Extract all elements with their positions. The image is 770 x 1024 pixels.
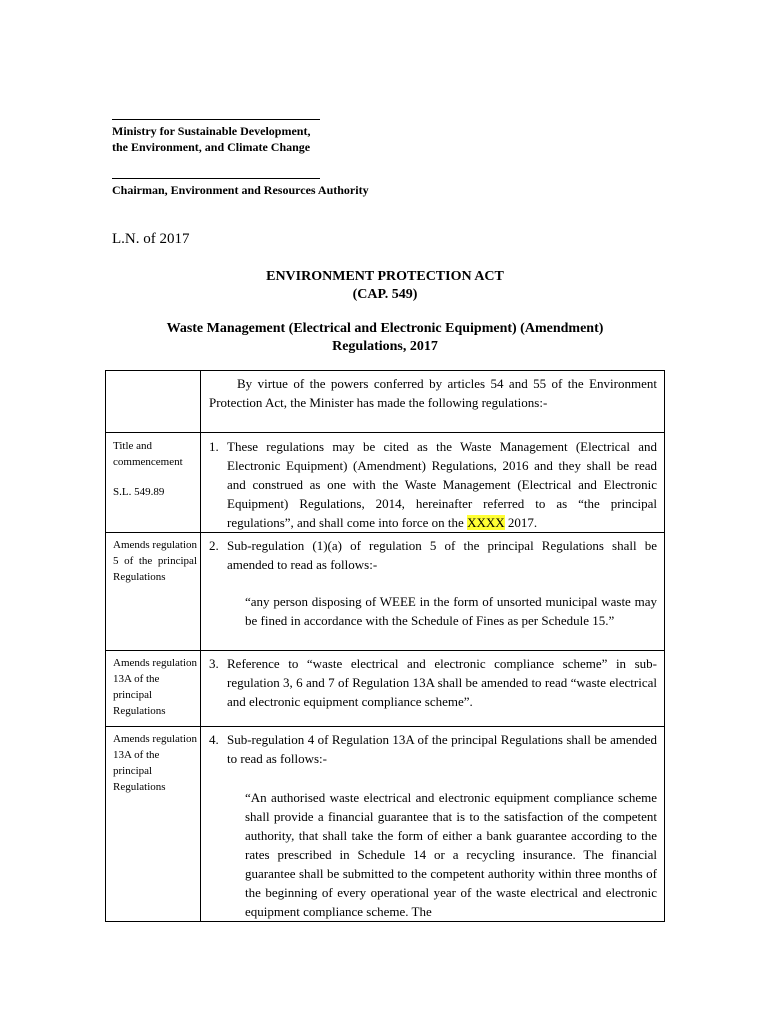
highlighted-placeholder: XXXX (467, 515, 505, 530)
table-row (106, 433, 665, 533)
regulation-text: These regulations may be cited as the Waste Management (Electrical and Electronic Equipment) (Amendment) Regulations, 2016 and they shall be read and construed as one with the Waste Management (Electrical and Electronic Equipment) Regulations, 2014, hereinafter referred to as “the principal regulations”, and shall come into force on the XXXX 2017. (227, 439, 657, 530)
quoted-amendment: “An authorised waste electrical and electronic equipment compliance scheme shall provide a financial guarantee that is to the satisfaction of the competent authority, that shall take the form of either a bank guarantee according to the rates prescribed in Schedule 14 or a recycling insurance. The financial guarantee shall be submitted to the competent authority within three months of the beginning of every operational year of the waste electrical and electronic equipment compliance scheme. The (245, 790, 657, 919)
regulations-title (0, 320, 770, 356)
marginal-note-text: Amends regulation 13A of the principal Regulations (113, 733, 198, 793)
marginal-note (106, 727, 201, 922)
regulations-table (105, 370, 665, 922)
act-name: ENVIRONMENT PROTECTION ACT (266, 269, 504, 284)
marginal-note-text: Amends regulation 13A of the principal Regulations (113, 657, 198, 717)
signature-title-line1: Ministry for Sustainable Development, (112, 124, 311, 138)
marginal-note (106, 433, 201, 533)
regulations-title-line2: Regulations, 2017 (332, 339, 438, 354)
signature-line (112, 119, 320, 120)
marginal-note-reference: S.L. 549.89 (113, 486, 165, 498)
table-row-intro (106, 371, 665, 433)
intro-text: By virtue of the powers conferred by articles 54 and 55 of the Environment Protection Act, the Minister has made the following regulations:- (209, 376, 657, 410)
act-heading (0, 268, 770, 304)
regulation-number: 2. (209, 538, 219, 553)
regulation-cell (201, 433, 665, 533)
table-row (106, 727, 665, 922)
legal-notice-number: L.N. of 2017 (112, 231, 190, 247)
marginal-note-text: Title and commencement (113, 440, 183, 468)
regulation-cell (201, 727, 665, 922)
regulation-number: 4. (209, 732, 219, 747)
signature-title-line1: Chairman, Environment and Resources Authority (112, 183, 369, 197)
marginal-note-text: Amends regulation 5 of the principal Regulations (113, 539, 198, 583)
act-chapter: (CAP. 549) (352, 287, 418, 302)
signature-block-ministry (112, 119, 320, 155)
regulation-text: Sub-regulation 4 of Regulation 13A of the principal Regulations shall be amended to read as follows:- (227, 732, 657, 766)
regulations-title-line1: Waste Management (Electrical and Electronic Equipment) (Amendment) (166, 321, 604, 336)
regulation-cell (201, 533, 665, 651)
table-row (106, 533, 665, 651)
marginal-note-empty (106, 371, 201, 433)
signature-line (112, 178, 320, 179)
intro-cell (201, 371, 665, 433)
regulation-text: Sub-regulation (1)(a) of regulation 5 of the principal Regulations shall be amended to read as follows:- (227, 538, 657, 572)
regulation-text: Reference to “waste electrical and electronic compliance scheme” in sub-regulation 3, 6 and 7 of Regulation 13A shall be amended to read “waste electrical and electronic equipment compliance scheme”. (227, 656, 657, 709)
signature-title-line2: the Environment, and Climate Change (112, 140, 311, 154)
signature-block-chairman (112, 178, 369, 198)
marginal-note (106, 651, 201, 727)
marginal-note (106, 533, 201, 651)
quoted-amendment: “any person disposing of WEEE in the form of unsorted municipal waste may be fined in accordance with the Schedule of Fines as per Schedule 15.” (245, 594, 657, 628)
regulation-number: 1. (209, 439, 219, 454)
regulation-number: 3. (209, 656, 219, 671)
regulation-cell (201, 651, 665, 727)
table-row (106, 651, 665, 727)
